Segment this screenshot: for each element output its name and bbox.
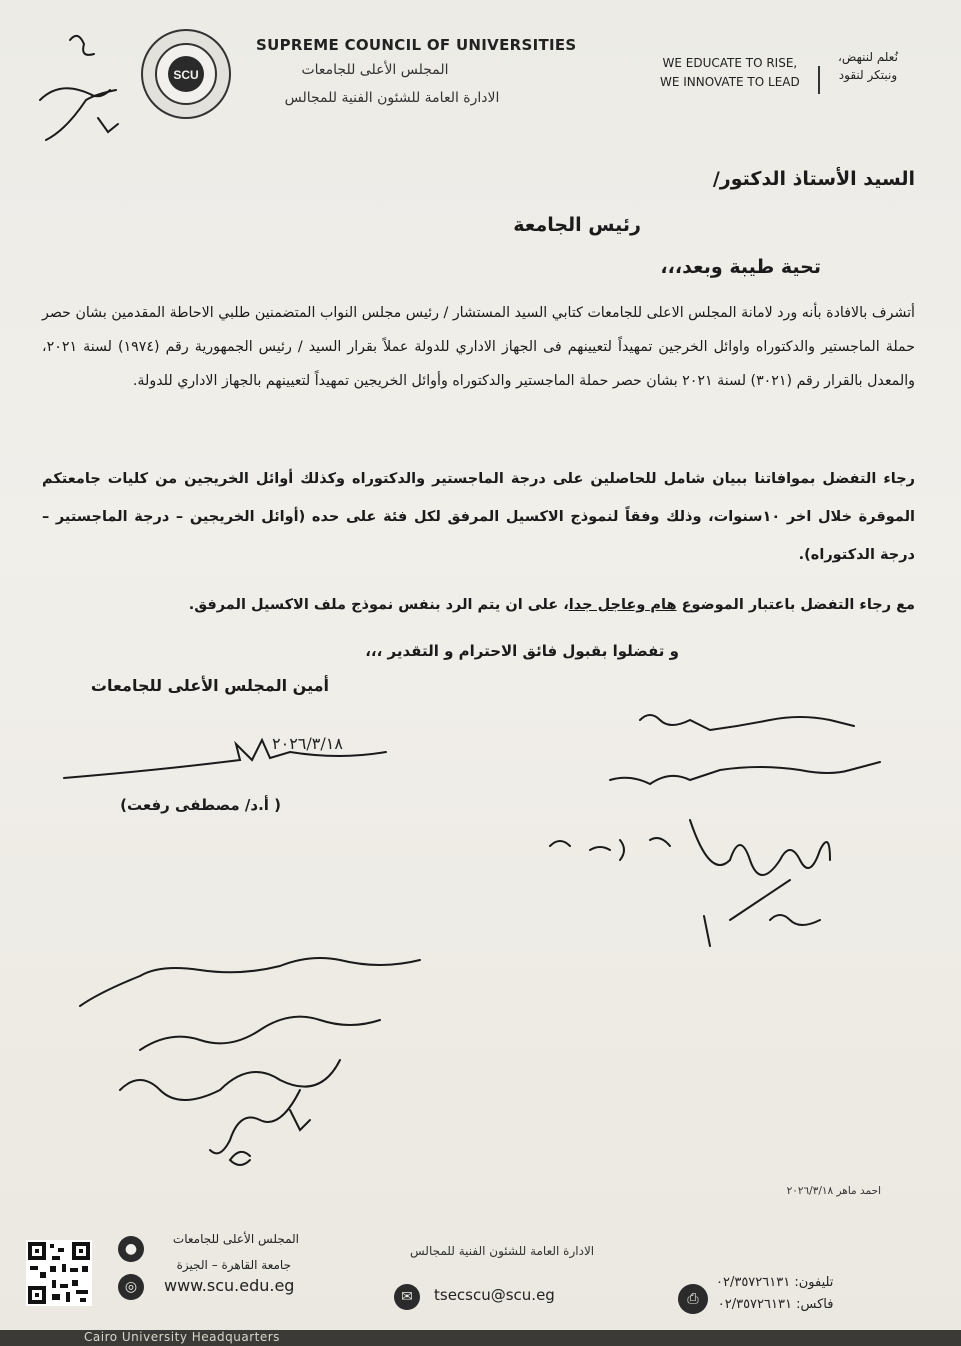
footer-dept: الادارة العامة للشئون الفنية للمجالس: [410, 1244, 595, 1258]
dept-name-ar: الادارة العامة للشئون الفنية للمجالس: [284, 90, 500, 106]
footer-strip: [0, 1330, 961, 1346]
fax-label: فاكس:: [796, 1297, 834, 1312]
scu-logo: [140, 28, 232, 120]
salutation-line-3: تحية طيبة وبعد،،،: [660, 256, 821, 278]
printer-icon: ⎙: [678, 1284, 708, 1314]
fax-row: [716, 1294, 833, 1316]
urgent-emphasis: هام وعاجل جدا: [568, 597, 677, 613]
fax-number: ٠٢/٣٥٧٢٦١٣١: [717, 1297, 792, 1312]
motto-en: [660, 54, 800, 92]
contact-numbers: [716, 1272, 833, 1316]
phone-number: ٠٢/٣٥٧٢٦١٣١: [716, 1275, 791, 1290]
footer-org: المجلس الأعلى للجامعات: [172, 1232, 299, 1246]
motto-ar-line-2: ونبتكر لنقود: [838, 68, 898, 82]
author-line: احمد ماهر ٢٠٢٦/٣/١٨: [786, 1185, 881, 1197]
footer-address: جامعة القاهرة – الجيزة: [176, 1258, 291, 1272]
signature-date: ٢٠٢٦/٣/١٨: [272, 734, 343, 753]
motto-divider: [818, 66, 820, 94]
org-name-en: SUPREME COUNCIL OF UNIVERSITIES: [256, 36, 577, 54]
paragraph-1: أتشرف بالافادة بأنه ورد لامانة المجلس الاعلى للجامعات كتابي السيد المستشار / رئيس مجلس النواب المتضمنين طلبي الاحاطة المقدمين بشان حصر حملة الماجستير والدكتوراه واوائل الخرجين تمهيداً لتعيينهم فى الجهاز الاداري للدولة عملاً بقرار السيد / رئيس الجمهورية رقم (١٩٧٤) لسنة ٢٠٢١، والمعدل بالقرار رقم (٣٠٢١) لسنة ٢٠٢١ بشان حصر حملة الماجستير والدكتوراه وأوائل الخريجين تمهيداً لتعيينهم بالجهاز الاداري للدولة.: [42, 305, 915, 389]
salutation-line-2: رئيس الجامعة: [513, 214, 641, 236]
paragraph-3-start: مع رجاء التفضل باعتبار الموضوع: [681, 597, 915, 613]
signatory-name: ( أ.د/ مصطفى رفعت): [120, 796, 281, 814]
phone-row: [716, 1272, 833, 1294]
salutation-line-1: السيد الأستاذ الدكتور/: [712, 168, 915, 190]
logo-text: SCU: [173, 68, 199, 82]
qr-code: [26, 1240, 92, 1306]
website-link[interactable]: www.scu.edu.eg: [164, 1276, 295, 1295]
paragraph-3-end: ، على ان يتم الرد بنفس نموذج ملف الاكسيل المرفق.: [188, 597, 569, 613]
mail-icon: ✉: [394, 1284, 420, 1310]
motto-ar-line-1: نُعلم لننهض،: [838, 50, 898, 64]
location-pin-icon: ●: [118, 1236, 144, 1262]
signatory-title: أمين المجلس الأعلى للجامعات: [90, 676, 329, 695]
email-link[interactable]: tsecscu@scu.eg: [434, 1286, 555, 1304]
motto-en-line-2: WE INNOVATE TO LEAD: [660, 75, 800, 89]
org-name-ar: المجلس الأعلى للجامعات: [301, 62, 449, 78]
paragraph-3: [140, 588, 915, 622]
closing-line: و تفضلوا بقبول فائق الاحترام و التقدير ،،،: [365, 642, 679, 660]
motto-en-line-1: WE EDUCATE TO RISE,: [662, 56, 798, 70]
paragraph-2: رجاء التفضل بموافاتنا ببيان شامل للحاصلين على درجة الماجستير والدكتوراه وكذلك أوائل الخريجين من كليات جامعتكم الموقرة خلال اخر ١٠سنوات، وذلك وفقاً لنموذج الاكسيل المرفق لكل فئة على حده (أوائل الخريجين – درجة الماجستير – درجة الدكتوراه).: [42, 471, 915, 563]
footer-strip-text: Cairo University Headquarters: [84, 1330, 280, 1344]
phone-label: تليفون:: [794, 1275, 834, 1290]
globe-icon: ◎: [118, 1274, 144, 1300]
motto-ar: [838, 48, 898, 84]
